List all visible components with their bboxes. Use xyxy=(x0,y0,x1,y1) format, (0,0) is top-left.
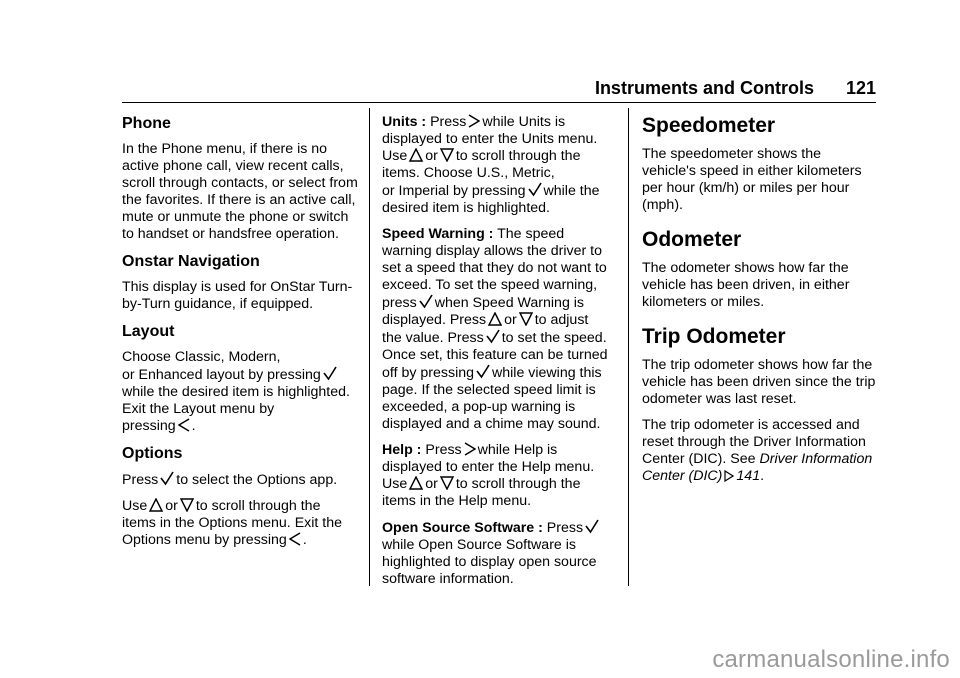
checkmark-icon xyxy=(160,471,174,486)
text: Use xyxy=(382,476,408,492)
text: The trip odometer is accessed and reset through the Driver Information Center (DIC). See xyxy=(642,417,866,467)
text: press xyxy=(382,295,417,311)
text: Press xyxy=(122,472,159,488)
text: to scroll through the items in the Options menu. Exit the xyxy=(122,498,343,531)
checkmark-icon xyxy=(486,329,500,344)
right-arrow-icon xyxy=(468,114,480,128)
text: pressing xyxy=(122,418,176,434)
column-1 xyxy=(122,108,358,558)
watermark: carmanualsonline.info xyxy=(712,646,950,673)
text: or Enhanced layout by pressing xyxy=(122,367,321,383)
text: off by pressing xyxy=(382,365,475,381)
text: The speed warning display allows the driver to set a speed that they do not want to exceed. To set the speed warning, xyxy=(382,226,607,293)
checkmark-icon xyxy=(585,519,599,534)
cross-reference-link[interactable]: Driver Information Center (DIC) xyxy=(642,451,873,484)
trip-odometer-paragraph-2 xyxy=(642,417,878,485)
onstar-heading: Onstar Navigation xyxy=(122,253,260,270)
text: to scroll through the items in the Help menu. xyxy=(382,476,581,509)
trip-odometer-paragraph-1: The trip odometer shows how far the vehicle has been driven since the trip odometer was last reset. xyxy=(642,357,876,407)
units-paragraph xyxy=(382,114,616,217)
odometer-heading: Odometer xyxy=(642,228,742,251)
speedometer-paragraph: The speedometer shows the vehicle's speed in either kilometers per hour (km/h) or miles per hour (mph). xyxy=(642,146,862,213)
onstar-paragraph: This display is used for OnStar Turn-by-Turn guidance, if equipped. xyxy=(122,279,353,312)
text: Use xyxy=(122,498,148,514)
text: while Help is displayed to enter the Help menu. xyxy=(382,442,595,475)
layout-heading: Layout xyxy=(122,323,175,340)
up-triangle-icon xyxy=(409,148,423,162)
text: while Open Source Software is highlighted to display open source software information. xyxy=(382,537,597,587)
units-label: Units : xyxy=(382,114,427,130)
header-rule xyxy=(122,102,876,103)
speed-warning-label: Speed Warning : xyxy=(382,226,494,242)
down-triangle-icon xyxy=(440,476,454,490)
text: or xyxy=(425,148,438,164)
text: or Imperial by pressing xyxy=(382,183,526,199)
text: . xyxy=(302,532,307,548)
text: to scroll through the items. Choose U.S., Metric, xyxy=(382,148,581,181)
open-source-paragraph xyxy=(382,519,616,588)
checkmark-icon xyxy=(476,364,490,379)
down-triangle-icon xyxy=(519,312,533,326)
right-arrow-icon xyxy=(464,442,476,456)
text: or xyxy=(165,498,178,514)
phone-heading: Phone xyxy=(122,115,171,132)
text: while viewing this page. If the selected speed limit is exceeded, a pop-up warning is displayed and a chime may sound. xyxy=(382,365,602,432)
page-number: 121 xyxy=(845,78,876,98)
text: the value. Press xyxy=(382,330,484,346)
page-reference[interactable]: 141 xyxy=(736,468,761,484)
text: Press xyxy=(546,520,584,536)
text: . xyxy=(191,418,196,434)
column-3 xyxy=(642,108,878,494)
text: Press xyxy=(430,114,467,130)
page-ref-icon xyxy=(724,470,734,482)
up-triangle-icon xyxy=(488,312,502,326)
text: Press xyxy=(425,442,462,458)
text: to select the Options app. xyxy=(176,472,338,488)
text: Use xyxy=(382,148,408,164)
open-source-label: Open Source Software : xyxy=(382,520,543,536)
speedometer-heading: Speedometer xyxy=(642,114,776,137)
text: to set the speed. Once set, this feature can be turned xyxy=(382,330,608,363)
checkmark-icon xyxy=(528,182,542,197)
back-arrow-icon xyxy=(289,532,301,546)
column-divider xyxy=(628,108,629,586)
text: while the desired item is highlighted. xyxy=(382,183,600,216)
text: when Speed Warning is xyxy=(434,295,585,311)
phone-paragraph: In the Phone menu, if there is no active phone call, view recent calls, scroll through contacts, or select from the favorites. If there is an active call, mute or unmute the phone or switch to handset or handsfree operation. xyxy=(122,141,358,242)
text: or xyxy=(504,312,517,328)
text: Options menu by pressing xyxy=(122,532,287,548)
text: displayed. Press xyxy=(382,312,487,328)
text: while the desired item is highlighted. Exit the Layout menu by xyxy=(122,384,350,417)
text: Choose Classic, Modern, xyxy=(122,349,281,365)
text: . xyxy=(760,468,765,484)
options-heading: Options xyxy=(122,445,183,462)
column-divider xyxy=(369,108,370,586)
text: or xyxy=(425,476,438,492)
speed-warning-paragraph xyxy=(382,226,616,433)
back-arrow-icon xyxy=(178,418,190,432)
up-triangle-icon xyxy=(409,476,423,490)
options-paragraph xyxy=(122,471,358,489)
trip-odometer-heading: Trip Odometer xyxy=(642,325,786,348)
column-2 xyxy=(382,108,616,597)
help-paragraph xyxy=(382,442,616,510)
up-triangle-icon xyxy=(149,498,163,512)
down-triangle-icon xyxy=(440,148,454,162)
checkmark-icon xyxy=(323,366,337,381)
text: while Units is displayed to enter the Units menu. xyxy=(382,114,598,147)
checkmark-icon xyxy=(419,294,433,309)
odometer-paragraph: The odometer shows how far the vehicle has been driven, in either kilometers or miles. xyxy=(642,260,850,310)
running-header xyxy=(0,78,876,99)
layout-paragraph xyxy=(122,349,358,435)
options-paragraph-2 xyxy=(122,498,358,549)
text: to adjust xyxy=(534,312,589,328)
help-label: Help : xyxy=(382,442,422,458)
down-triangle-icon xyxy=(180,498,194,512)
section-title: Instruments and Controls xyxy=(594,78,814,98)
